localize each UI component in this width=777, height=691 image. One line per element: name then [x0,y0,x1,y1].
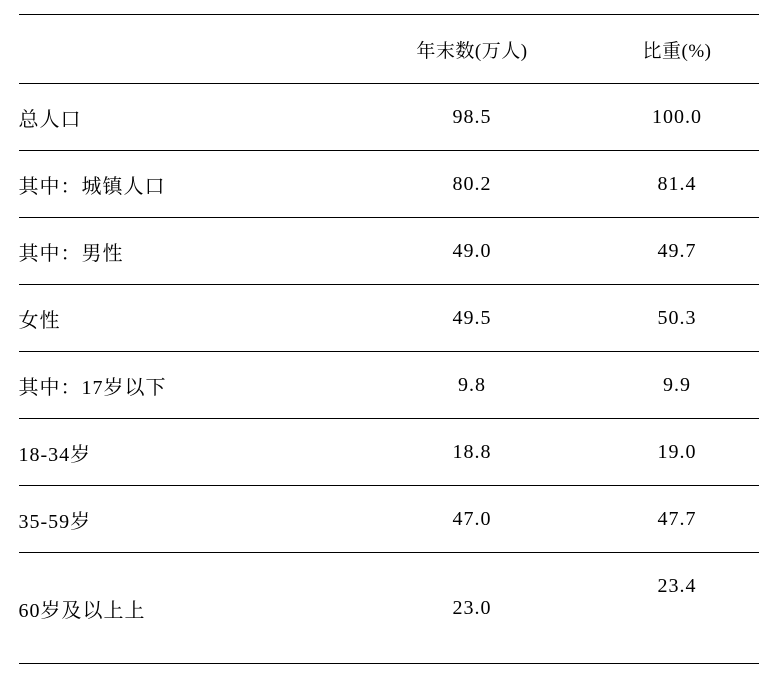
row-share: 50.3 [596,285,759,352]
row-label: 其中：17岁以下 [19,352,349,419]
row-share: 100.0 [596,84,759,151]
row-share: 9.9 [596,352,759,419]
row-share-text: 23.4 [657,574,697,597]
table-row [19,218,759,285]
row-share: 49.7 [596,218,759,285]
header-cell-label [19,15,349,84]
table-row [19,553,759,664]
table-header-row [19,15,759,84]
table-row [19,486,759,553]
row-share: 47.7 [596,486,759,553]
table-row [19,352,759,419]
population-table [19,14,759,664]
header-cell-share: 比重(%) [596,15,759,84]
table-row [19,419,759,486]
row-share [596,553,759,664]
row-label: 其中：城镇人口 [19,151,349,218]
row-value: 47.0 [349,486,596,553]
row-label: 其中：男性 [19,218,349,285]
header-cell-value: 年末数(万人) [349,15,596,84]
row-value: 98.5 [349,84,596,151]
row-share: 81.4 [596,151,759,218]
row-value: 23.0 [349,553,596,664]
row-value: 18.8 [349,419,596,486]
row-label: 女性 [19,285,349,352]
row-label: 60岁及以上上 [19,553,349,664]
document-page [0,14,777,691]
table-row [19,84,759,151]
row-value: 49.0 [349,218,596,285]
table-row [19,285,759,352]
row-label: 35-59岁 [19,486,349,553]
table-row [19,151,759,218]
row-value: 9.8 [349,352,596,419]
row-share: 19.0 [596,419,759,486]
row-value: 49.5 [349,285,596,352]
row-value: 80.2 [349,151,596,218]
row-label: 18-34岁 [19,419,349,486]
row-label: 总人口 [19,84,349,151]
